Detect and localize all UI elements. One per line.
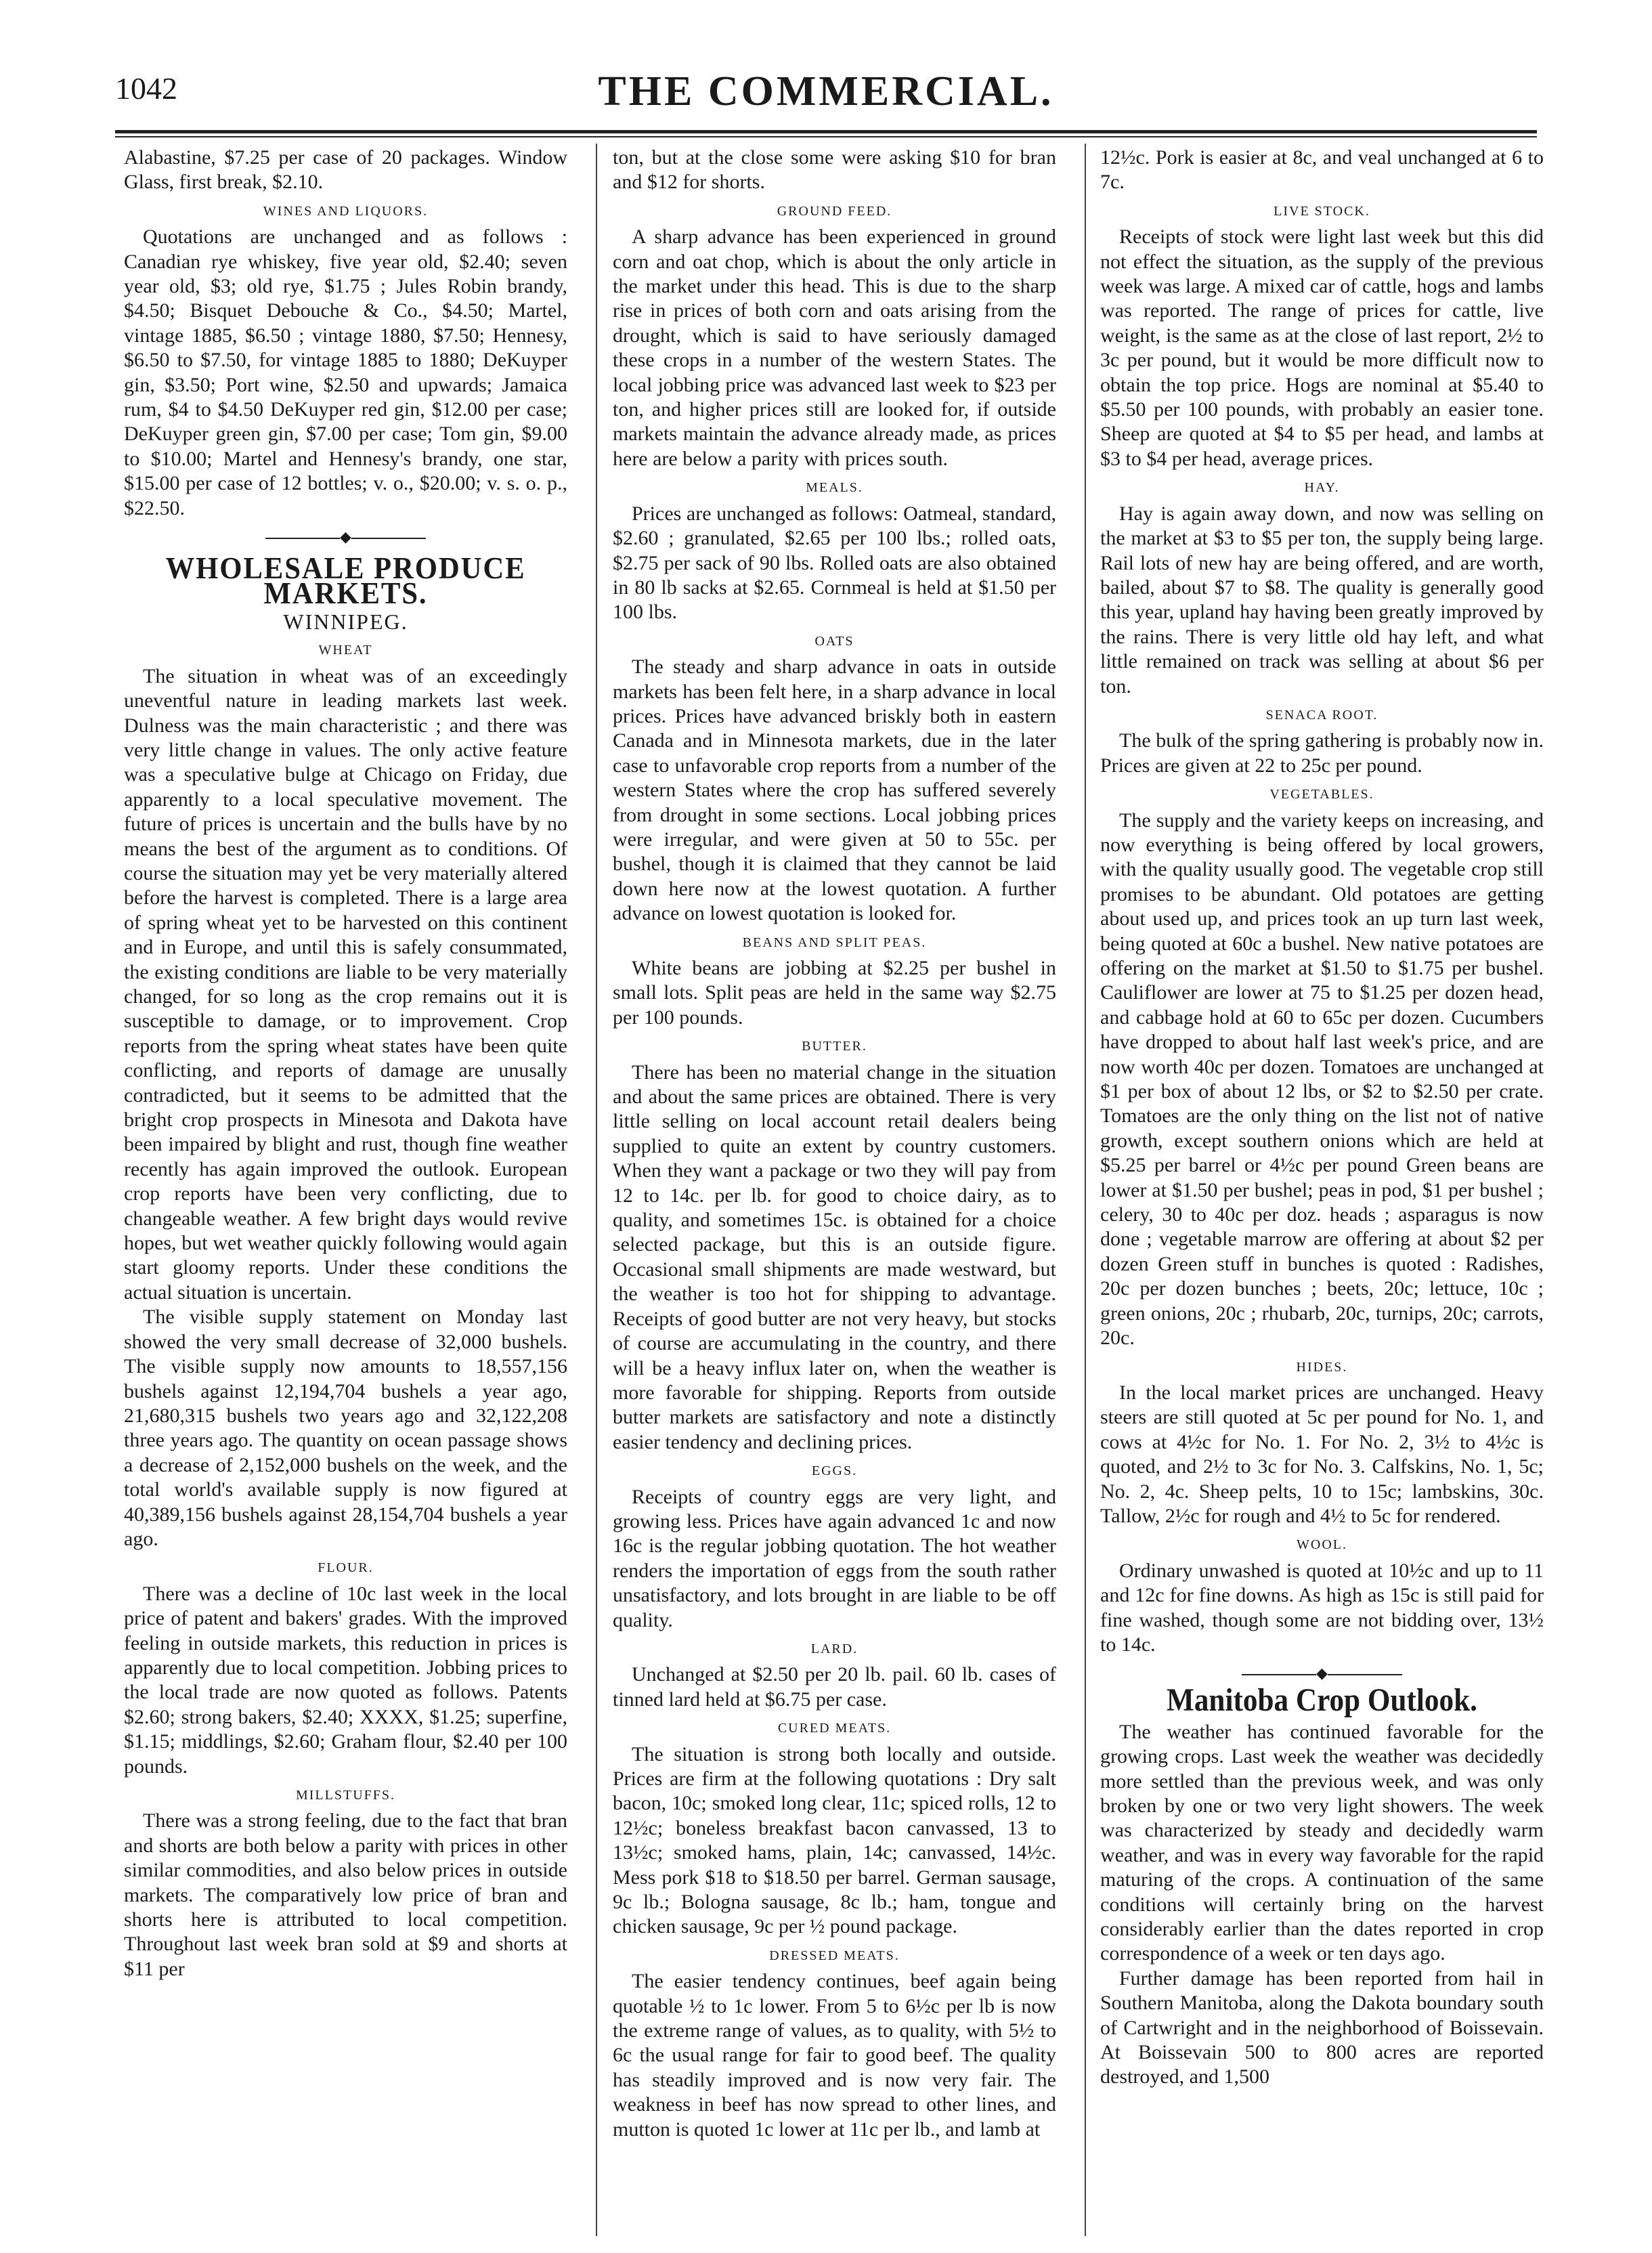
paragraph: A sharp advance has been experienced in ground corn and oat chop, which is about the only article in the market under this head. This is due to the sharp rise in prices of both corn and oats arising from the drought, which is said to have seriously damaged these crops in a number of the western States. The local jobbing price was advanced last week to $23 per ton, and higher prices still are looked for, if outside markets maintain the advance already made, as prices here are below a parity with prices south. (613, 226, 1056, 470)
paragraph: Further damage has been reported from hail in Southern Manitoba, along the Dakota boundary south of Cartwright and in the neighborhood of Boissevain. At Boissevain 500 to 800 acres are reported destroyed, and 1,500 (1100, 1967, 1544, 2088)
paragraph: Unchanged at $2.50 per 20 lb. pail. 60 lb. cases of tinned lard held at $6.75 per case. (613, 1663, 1056, 1711)
section-heading: OATS (814, 633, 854, 649)
section-heading: EGGS. (811, 1463, 858, 1479)
column-2 (613, 146, 1056, 2142)
paragraph: The weather has continued favorable for the growing crops. Last week the weather was decidedly more settled than the previous week, and was only broken by one or two very light showers. The week was characterized by steady and decidedly warm weather, and was in every way favorable for the rapid maturing of the crops. A continuation of the same conditions will certainly bring on the harvest considerably earlier than the dates reported in crop correspondence of a week or ten days ago. (1100, 1720, 1544, 1965)
section-heading: WHEAT (318, 643, 373, 658)
paragraph: Receipts of country eggs are very light, and growing less. Prices have again advanced 1c and now 16c is the regular jobbing quotation. The hot weather renders the importation of eggs from the south rather unsatisfactory, and lots brought in are liable to be off quality. (613, 1485, 1056, 1631)
paragraph: The situation in wheat was of an exceedingly uneventful nature in leading markets last week. Dulness was the main characteristic ; and there was very little change in values. The only active feature was a speculative bulge at Chicago on Friday, due apparently to a local speculative movement. The future of prices is uncertain and the bulls have by no means the best of the argument as to conditions. Of course the situation may yet be very materially altered before the harvest is completed. There is a large area of spring wheat yet to be harvested on this continent and in Europe, and until this is safely consummated, the existing conditions are liable to be very materially changed, for so long as the crop remains out it is susceptible to damage, or to improvement. Crop reports from the spring wheat states have been quite conflicting, and reports of damage are unusally contradicted, but it seems to be admitted that the bright crop prospects in Minesota and Dakota have been impaired by blight and rust, though fine weather recently has again improved the outlook. European crop reports have been very conflicting, due to changeable weather. A few bright days would revive hopes, but wet weather quickly following would again start gloomy reports. Under these conditions the actual situation is uncertain. (124, 664, 567, 1304)
article-heading: Manitoba Crop Outlook. (1167, 1682, 1477, 1719)
section-heading: HIDES. (1296, 1359, 1348, 1375)
section-heading: HAY. (1304, 480, 1340, 496)
paragraph: 12½c. Pork is easier at 8c, and veal unchanged at 6 to 7c. (1100, 146, 1544, 194)
paragraph: Alabastine, $7.25 per case of 20 packages. Window Glass, first break, $2.10. (124, 146, 567, 194)
paragraph: The supply and the variety keeps on increasing, and now everything is being offered by local growers, with the quality usually good. The vegetable crop still promises to be abundant. Old potatoes are getting about used up, and prices took an up turn last week, being quoted at 60c a bushel. New native potatoes are offering on the market at $1.50 to $1.75 per bushel. Cauliflower are lower at 75 to $1.25 per dozen head, and cabbage hold at 60 to 65c per dozen. Cucumbers have dropped to about half last week's price, and are now worth 40c per dozen. Tomatoes are unchanged at $1 per box of about 12 lbs, or $2 to $2.50 per crate. Tomatoes are the only thing on the list not of native growth, except southern onions which are held at $5.25 per barrel or 4½c per pound Green beans are lower at $1.50 per bushel; peas in pod, $1 per bushel ; celery, 30 to 40c per doz. heads ; asparagus is now done ; vegetable marrow are offering at about $2 per dozen Green stuff in bunches is quoted : Radishes, 20c per dozen bunches ; beets, 20c; lettuce, 10c ; green onions, 20c ; rhubarb, 20c, turnips, 20c; carrots, 20c. (1100, 809, 1544, 1350)
main-heading: WHOLESALE PRODUCE MARKETS. (165, 551, 526, 610)
column-3 (1100, 146, 1544, 2090)
page-header (115, 68, 1537, 132)
section-heading: DRESSED MEATS. (769, 1948, 900, 1963)
paragraph: Quotations are unchanged and as follows : Canadian rye whiskey, five year old, $2.40; seven year old, $3; old rye, $1.75 ; Jules Robin brandy, $4.50; Bisquet Debouche & Co., $4.50; Martel, vintage 1885, $6.50 ; vintage 1880, $7.50; Hennesy, $6.50 to $7.50, for vintage 1885 to 1880; DeKuyper gin, $3.50; Port wine, $2.50 and upwards; Jamaica rum, $4 to $4.50 DeKuyper red gin, $12.00 per case; DeKuyper green gin, $7.00 per case; Tom gin, $9.00 to $10.00; Martel and Hennesy's brandy, one star, $15.00 per case of 12 bottles; v. o., $20.00; v. s. o. p., $22.50. (124, 226, 567, 519)
section-heading: MILLSTUFFS. (295, 1788, 396, 1803)
paragraph: In the local market prices are unchanged. Heavy steers are still quoted at 5c per pound for No. 1, and cows at 4½c for No. 1. For No. 2, 3½ to 4½c is quoted, and 2½ to 3c for No. 3. Calfskins, No. 1, 5c; No. 2, 4c. Sheep pelts, 10 to 15c; lambskins, 30c. Tallow, 2½c for rough and 4½ to 5c for rendered. (1100, 1381, 1544, 1527)
section-heading: MEALS. (806, 480, 863, 496)
paragraph: ton, but at the close some were asking $10 for bran and $12 for shorts. (613, 146, 1056, 194)
paragraph: There was a decline of 10c last week in the local price of patent and bakers' grades. With the improved feeling in outside markets, this reduction in prices is apparently due to local competition. Jobbing prices to the local trade are now quoted as follows. Patents $2.60; strong bakers, $2.40; XXXX, $1.25; superfine, $1.15; middlings, $2.60; Graham flour, $2.40 per 100 pounds. (124, 1582, 567, 1778)
masthead-title: THE COMMERCIAL. (598, 68, 1054, 114)
section-heading: LIVE STOCK. (1274, 203, 1370, 219)
section-heading: FLOUR. (318, 1560, 374, 1576)
paragraph: Receipts of stock were light last week but this did not effect the situation, as the supply of the previous week was large. A mixed car of cattle, hogs and lambs was reported. The range of prices for cattle, live weight, is the same as at the close of last report, 2½ to 3c per pound, but it would be more difficult now to obtain the top price. Hogs are nominal at $5.40 to $5.50 per 100 pounds, with probably an easier tone. Sheep are quoted at $4 to $5 per head, and lambs at $3 to $4 per head, average prices. (1100, 226, 1544, 470)
ornament-divider: ◆ (1100, 1664, 1544, 1683)
paragraph: Hay is again away down, and now was selling on the market at $3 to $5 per ton, the supply being large. Rail lots of new hay are being offered, and are worth, bailed, about $7 to $8. The quality is generally good this year, upland hay having been greatly improved by the rains. There is very little old hay left, and what little remained on track was selling at about $6 per ton. (1100, 502, 1544, 698)
section-heading: CURED MEATS. (777, 1721, 892, 1736)
section-heading: VEGETABLES. (1269, 787, 1374, 802)
paragraph: There was a strong feeling, due to the fact that bran and shorts are both below a parity with prices in other similar commodities, and also below prices in outside markets. The comparatively low price of bran and shorts here is attributed to local competition. Throughout last week bran sold at $9 and shorts at $11 per (124, 1809, 567, 1980)
section-heading: BEANS AND SPLIT PEAS. (742, 935, 927, 950)
paragraph: White beans are jobbing at $2.25 per bushel in small lots. Split peas are held in the same way $2.75 per 100 pounds. (613, 957, 1056, 1029)
paragraph: The visible supply statement on Monday last showed the very small decrease of 32,000 bushels. The visible supply now amounts to 18,557,156 bushels against 12,194,704 bushels a year ago, 21,680,315 bushels two years ago and 32,122,208 three years ago. The quantity on ocean passage shows a decrease of 2,152,000 bushels on the week, and the total world's available supply is now figured at 40,389,156 bushels against 28,154,704 bushels a year ago. (124, 1306, 567, 1550)
page-number: 1042 (115, 71, 177, 106)
paragraph: Prices are unchanged as follows: Oatmeal, standard, $2.60 ; granulated, $2.65 per 100 lbs.; rolled oats, $2.75 per sack of 90 lbs. Rolled oats are also obtained in 80 lb sacks at $2.65. Cornmeal is held at $1.50 per 100 lbs. (613, 502, 1056, 624)
paragraph: The situation is strong both locally and outside. Prices are firm at the following quotations : Dry salt bacon, 10c; smoked long clear, 11c; spiced rolls, 12 to 12½c; boneless breakfast bacon canvassed, 13 to 13½c; smoked hams, plain, 14c; canvassed, 14½c. Mess pork $18 to $18.50 per barrel. German sausage, 9c lb.; Bologna sausage, 8c lb.; ham, tongue and chicken sausage, 9c per ½ pound package. (613, 1742, 1056, 1938)
header-rule (115, 130, 1537, 137)
section-heading: WOOL. (1297, 1537, 1347, 1553)
section-heading: BUTTER. (802, 1039, 867, 1054)
section-heading: SENACA ROOT. (1265, 707, 1378, 723)
paragraph: The bulk of the spring gathering is probably now in. Prices are given at 22 to 25c per pound. (1100, 729, 1544, 777)
section-heading: GROUND FEED. (777, 203, 892, 219)
section-heading: WINES AND LIQUORS. (263, 203, 429, 219)
ornament-divider: ◆ (124, 528, 567, 546)
paragraph: There has been no material change in the situation and about the same prices are obtained. There is very little selling on local account retail dealers being supplied to quite an extent by country customers. When they want a package or two they will pay from 12 to 14c. per lb. for good to choice dairy, as to quality, and sometimes 15c. is obtained for a choice selected package, but this is an outside figure. Occasional small shipments are made westward, but the weather is too hot for shipping to advantage. Receipts of good butter are not very heavy, but stocks of course are accumulating in the country, and there will be a heavy influx later on, when the weather is more favorable for shipping. Reports from outside butter markets are satisfactory and note a distinctly easier tendency and declining prices. (613, 1060, 1056, 1453)
column-divider (596, 144, 597, 2236)
column-1 (124, 146, 567, 1981)
paragraph: Ordinary unwashed is quoted at 10½c and up to 11 and 12c for fine downs. As high as 15c is still paid for fine washed, though some are not bidding over, 13½ to 14c. (1100, 1559, 1544, 1656)
column-divider (1085, 144, 1086, 2236)
section-heading: LARD. (810, 1641, 858, 1656)
paragraph: The steady and sharp advance in oats in outside markets has been felt here, in a sharp advance in local prices. Prices have advanced briskly both in eastern Canada and in Minnesota markets, due in the later case to unfavorable crop reports from a number of the western States where the crop has suffered severely from drought in some sections. Local jobbing prices were irregular, and were given at 50 to 55c. per bushel, though it is claimed that they cannot be laid down here now at the lowest quotation. A further advance on lowest quotation is looked for. (613, 656, 1056, 925)
paragraph: The easier tendency continues, beef again being quotable ½ to 1c lower. From 5 to 6½c per lb is now the extreme range of values, as to quality, with 5½ to 6c the usual range for fair to good beef. The quality has steadily improved and is now very fair. The weakness in beef has now spread to other lines, and mutton is quoted 1c lower at 11c per lb., and lamb at (613, 1970, 1056, 2141)
city-heading: WINNIPEG. (283, 609, 408, 634)
